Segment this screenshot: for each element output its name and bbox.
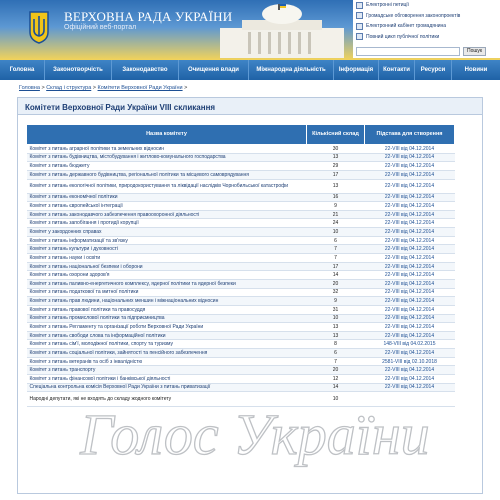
column-header-date: Підстава для створення — [365, 125, 455, 145]
committee-name-link[interactable]: Комітет з питань Регламенту та організації роботи Верховної Ради України — [27, 323, 307, 332]
table-row — [27, 375, 455, 384]
member-count-cell: 14 — [307, 271, 365, 280]
committee-name-link[interactable]: Комітет з питань аграрної політики та земельних відносин — [27, 145, 307, 154]
table-row — [27, 210, 455, 219]
committee-name-link[interactable]: Комітет з питань національної безпеки і оборони — [27, 262, 307, 271]
table-row — [27, 271, 455, 280]
member-count-cell: 17 — [307, 170, 365, 179]
resolution-link[interactable]: 22-VIII від 04.12.2014 — [365, 193, 455, 202]
column-header-count: Кількісний склад — [307, 125, 365, 145]
member-count-cell: 7 — [307, 245, 365, 254]
member-count-cell: 7 — [307, 254, 365, 263]
member-count-cell: 13 — [307, 323, 365, 332]
member-count-cell: 13 — [307, 153, 365, 162]
committee-name-link[interactable]: Комітет з питань законодавчого забезпечення правоохоронної діяльності — [27, 210, 307, 219]
discussion-icon — [356, 12, 363, 19]
member-count-cell: 20 — [307, 279, 365, 288]
table-row — [27, 297, 455, 306]
policy-icon — [356, 33, 363, 40]
header-link-cabinet[interactable]: Електронний кабінет громадянина — [353, 21, 500, 32]
member-count-cell: 29 — [307, 162, 365, 171]
member-count-cell: 17 — [307, 262, 365, 271]
table-row — [27, 340, 455, 349]
member-count-cell: 9 — [307, 202, 365, 211]
committee-name-link[interactable]: Комітет з питань культури і духовності — [27, 245, 307, 254]
resolution-link[interactable]: 22-VIII від 04.12.2014 — [365, 219, 455, 228]
committee-name-link[interactable]: Комітет з питань фінансової політики і банківської діяльності — [27, 375, 307, 384]
member-count-cell: 6 — [307, 349, 365, 358]
search-button[interactable]: Пошук — [463, 47, 486, 56]
resolution-link[interactable]: 22-VIII від 04.12.2014 — [365, 228, 455, 237]
table-row — [27, 288, 455, 297]
table-row — [27, 357, 455, 366]
unaffiliated-label: Народні депутати, які не входять до складу жодного комітету — [27, 392, 307, 407]
site-title[interactable]: ВЕРХОВНА РАДА УКРАЇНИ — [64, 9, 233, 24]
committee-name-link[interactable]: Комітет з питань транспорту — [27, 366, 307, 375]
committee-name-link[interactable]: Спеціальна контрольна комісія Верховної Ради України з питань приватизації — [27, 383, 307, 392]
table-row — [27, 162, 455, 171]
nav-item-resources[interactable]: Ресурси — [415, 60, 452, 80]
table-row — [27, 349, 455, 358]
committees-table — [26, 124, 455, 407]
resolution-link[interactable]: 22-VIII від 04.12.2014 — [365, 297, 455, 306]
table-row — [27, 383, 455, 392]
cabinet-icon — [356, 23, 363, 30]
resolution-link[interactable]: 22-VIII від 04.12.2014 — [365, 245, 455, 254]
member-count-cell: 24 — [307, 219, 365, 228]
member-count-cell: 12 — [307, 375, 365, 384]
member-count-cell: 30 — [307, 145, 365, 154]
header-link-petitions[interactable]: Електронні петиції — [353, 0, 500, 11]
member-count-cell: 6 — [307, 236, 365, 245]
breadcrumb-home[interactable]: Головна — [19, 85, 40, 91]
table-row — [27, 323, 455, 332]
main-nav — [0, 60, 500, 80]
resolution-link[interactable]: 22-VIII від 04.12.2014 — [365, 210, 455, 219]
committee-name-link[interactable]: Комітет з питань науки і освіти — [27, 254, 307, 263]
resolution-link[interactable]: 22-VIII від 04.12.2014 — [365, 202, 455, 211]
empty-cell — [365, 392, 455, 407]
resolution-link[interactable]: 22-VIII від 04.12.2014 — [365, 375, 455, 384]
resolution-link[interactable]: 2581-VIII від 02.10.2018 — [365, 357, 455, 366]
resolution-link[interactable]: 148-VIII від 04.02.2015 — [365, 340, 455, 349]
committee-name-link[interactable]: Комітет з питань прав людини, національних меншин і міжнаціональних відносин — [27, 297, 307, 306]
table-row — [27, 305, 455, 314]
committee-name-link[interactable]: Комітет з питань паливно-енергетичного комплексу, ядерної політики та ядерної безпеки — [27, 279, 307, 288]
committee-name-link[interactable]: Комітет з питань європейської інтеграції — [27, 202, 307, 211]
table-row — [27, 254, 455, 263]
breadcrumb-current[interactable]: Комітети Верховної Ради України — [97, 85, 183, 91]
resolution-link[interactable]: 22-VIII від 04.12.2014 — [365, 262, 455, 271]
committee-name-link[interactable]: Комітет з питань запобігання і протидії корупції — [27, 219, 307, 228]
resolution-link[interactable]: 22-VIII від 04.12.2014 — [365, 162, 455, 171]
search-input[interactable] — [356, 47, 460, 56]
nav-item-contacts[interactable]: Контакти — [379, 60, 415, 80]
table-row — [27, 153, 455, 162]
nav-item-legislation[interactable]: Законодавство — [112, 60, 179, 80]
committee-name-link[interactable]: Комітет з питань промислової політики та підприємництва — [27, 314, 307, 323]
breadcrumb — [19, 85, 187, 91]
committee-name-link[interactable]: Комітет з питань будівництва, містобудування і житлово-комунального господарства — [27, 153, 307, 162]
table-row — [27, 193, 455, 202]
resolution-link[interactable]: 22-VIII від 04.12.2014 — [365, 383, 455, 392]
table-row — [27, 228, 455, 237]
resolution-link[interactable]: 22-VIII від 04.12.2014 — [365, 236, 455, 245]
committee-name-link[interactable]: Комітет з питань екологічної політики, природокористування та ліквідації наслідків Чорнобильської катастрофи — [27, 179, 307, 193]
committee-name-link[interactable]: Комітет з питань податкової та митної політики — [27, 288, 307, 297]
table-row — [27, 262, 455, 271]
page-title: Комітети Верховної Ради України VIII скликання — [18, 98, 482, 115]
table-row — [27, 202, 455, 211]
resolution-link[interactable]: 22-VIII від 04.12.2014 — [365, 314, 455, 323]
committee-name-link[interactable]: Комітет у закордонних справах — [27, 228, 307, 237]
member-count-cell: 7 — [307, 357, 365, 366]
table-row — [27, 219, 455, 228]
petition-icon — [356, 2, 363, 9]
member-count-cell: 10 — [307, 314, 365, 323]
member-count-cell: 21 — [307, 210, 365, 219]
member-count-cell: 10 — [307, 228, 365, 237]
table-row — [27, 245, 455, 254]
nav-item-information[interactable]: Інформація — [334, 60, 379, 80]
member-count-cell: 9 — [307, 297, 365, 306]
watermark-text: Голос України — [80, 402, 430, 467]
site-subtitle: Офіційний веб-портал — [64, 24, 137, 31]
resolution-link[interactable]: 22-VIII від 04.12.2014 — [365, 153, 455, 162]
column-header-name: Назва комітету — [27, 125, 307, 145]
resolution-link[interactable]: 22-VIII від 04.12.2014 — [365, 323, 455, 332]
resolution-link[interactable]: 22-VIII від 04.12.2014 — [365, 170, 455, 179]
member-count-cell: 32 — [307, 288, 365, 297]
resolution-link[interactable]: 22-VIII від 04.12.2014 — [365, 288, 455, 297]
breadcrumb-section[interactable]: Склад і структура — [46, 85, 92, 91]
member-count-cell: 13 — [307, 331, 365, 340]
table-row — [27, 331, 455, 340]
table-row-total — [27, 392, 455, 407]
search-bar — [353, 46, 500, 57]
member-count-cell: 31 — [307, 305, 365, 314]
nav-item-international[interactable]: Міжнародна діяльність — [249, 60, 334, 80]
committee-name-link[interactable]: Комітет з питань охорони здоров'я — [27, 271, 307, 280]
resolution-link[interactable]: 22-VIII від 04.12.2014 — [365, 145, 455, 154]
member-count-cell: 8 — [307, 340, 365, 349]
committee-name-link[interactable]: Комітет з питань сім'ї, молодіжної політики, спорту та туризму — [27, 340, 307, 349]
table-row — [27, 279, 455, 288]
resolution-link[interactable]: 22-VIII від 04.12.2014 — [365, 366, 455, 375]
resolution-link[interactable]: 22-VIII від 04.12.2014 — [365, 254, 455, 263]
table-row — [27, 145, 455, 154]
resolution-link[interactable]: 22-VIII від 04.12.2014 — [365, 179, 455, 193]
table-row — [27, 170, 455, 179]
member-count-cell: 13 — [307, 179, 365, 193]
breadcrumb-separator: > — [41, 85, 45, 91]
committee-name-link[interactable]: Комітет з питань інформатизації та зв'язку — [27, 236, 307, 245]
nav-item-home[interactable]: Головна — [0, 60, 45, 80]
nav-item-lawmaking[interactable]: Законотворчість — [45, 60, 112, 80]
committee-name-link[interactable]: Комітет з питань правової політики та правосуддя — [27, 305, 307, 314]
table-row — [27, 236, 455, 245]
committee-name-link[interactable]: Комітет з питань ветеранів та осіб з інвалідністю — [27, 357, 307, 366]
table-row — [27, 366, 455, 375]
breadcrumb-separator: > — [92, 85, 97, 91]
resolution-link[interactable]: 22-VIII від 04.12.2014 — [365, 331, 455, 340]
unaffiliated-count: 10 — [307, 392, 365, 407]
site-header — [0, 0, 500, 60]
committee-name-link[interactable]: Комітет з питань свободи слова та інформаційної політики — [27, 331, 307, 340]
member-count-cell: 16 — [307, 193, 365, 202]
member-count-cell: 14 — [307, 383, 365, 392]
resolution-link[interactable]: 22-VIII від 04.12.2014 — [365, 279, 455, 288]
breadcrumb-separator: > — [184, 85, 188, 91]
nav-item-news[interactable]: Новини — [464, 67, 488, 73]
trident-crest-icon — [28, 10, 50, 44]
parliament-building-image — [212, 2, 352, 58]
committee-name-link[interactable]: Комітет з питань соціальної політики, зайнятості та пенсійного забезпечення — [27, 349, 307, 358]
table-body — [27, 145, 455, 407]
table-header-row — [27, 125, 455, 145]
committee-name-link[interactable]: Комітет з питань економічної політики — [27, 193, 307, 202]
table-row — [27, 314, 455, 323]
header-link-policy[interactable]: Повний цикл публічної політики — [353, 32, 500, 43]
member-count-cell: 20 — [307, 366, 365, 375]
committee-name-link[interactable]: Комітет з питань державного будівництва, регіональної політики та місцевого самоврядування — [27, 170, 307, 179]
resolution-link[interactable]: 22-VIII від 04.12.2014 — [365, 271, 455, 280]
resolution-link[interactable]: 22-VIII від 04.12.2014 — [365, 305, 455, 314]
committee-name-link[interactable]: Комітет з питань бюджету — [27, 162, 307, 171]
header-link-discussion[interactable]: Громадське обговорення законопроектів — [353, 11, 500, 22]
resolution-link[interactable]: 22-VIII від 04.12.2014 — [365, 349, 455, 358]
nav-item-lustration[interactable]: Очищення влади — [179, 60, 249, 80]
table-row — [27, 179, 455, 193]
